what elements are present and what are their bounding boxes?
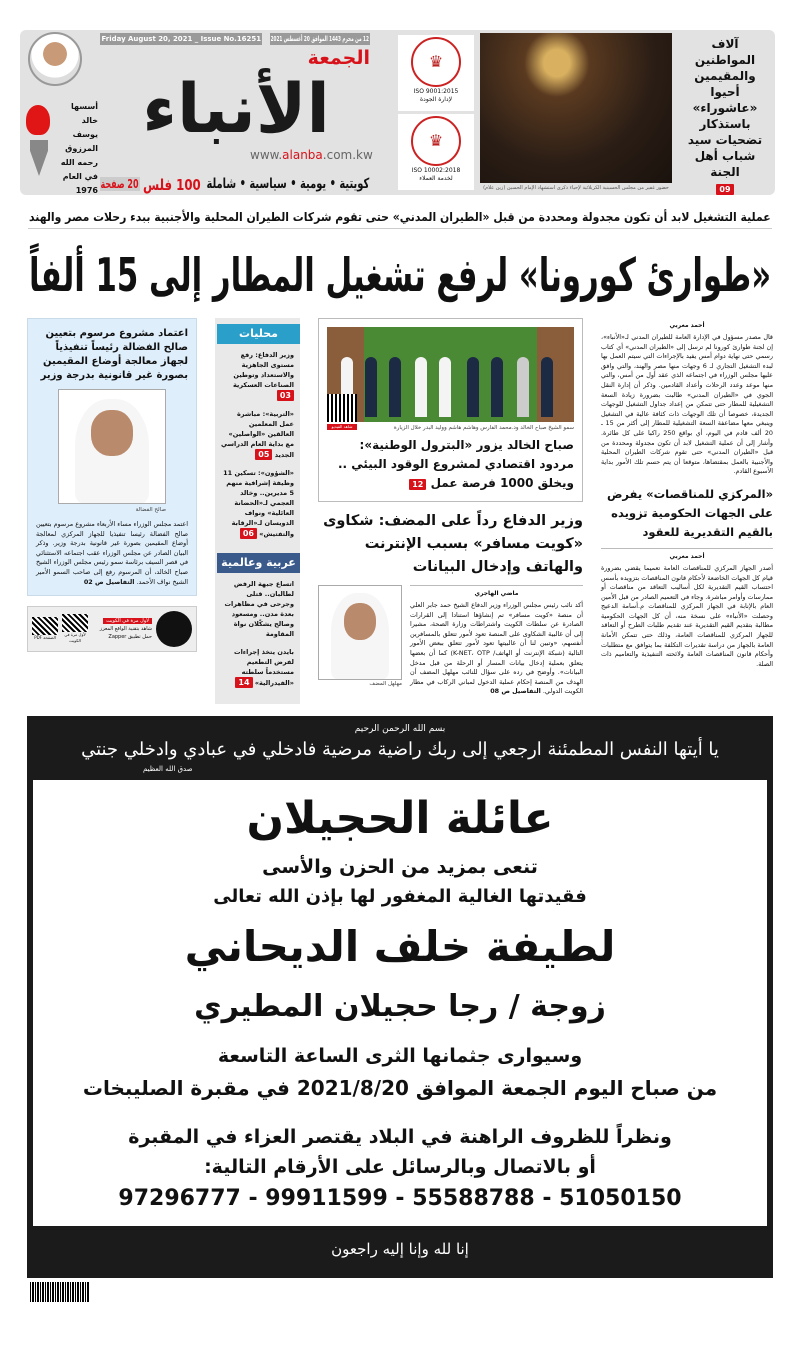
- index-text: «التربية»: مباشرة عمل المعلمين العالقين «الواصلين» مع بداية العام الدراسي الجديد: [221, 410, 294, 459]
- byline: أحمد مغربي: [669, 322, 705, 329]
- index-item[interactable]: [215, 350, 300, 401]
- dateline-en-text: Friday August 20, 2021 _ Issue No.16251: [101, 35, 261, 43]
- defense-text-column: [410, 585, 583, 697]
- iso-10002-seal: [398, 114, 474, 190]
- iso-label: لخدمة العملاء: [419, 175, 453, 182]
- price: [142, 176, 202, 194]
- condolence-line-text: أو بالاتصال وبالرسائل على الأرقام التالية:: [204, 1156, 596, 1178]
- day-name: الجمعة: [307, 47, 370, 69]
- kicker-text: عملية التشغيل لابد أن تكون مجدولة ومحددة من قبل «الطيران المدني» حتى تقوم شركات الطيران المحلية والأجنبية ببدء رحلات مصر والهند: [29, 210, 771, 224]
- section-world[interactable]: عربية وعالمية: [217, 553, 300, 573]
- index-text: بايدن يتخذ إجراءات لفرض التطعيم مستخدماً سلطته «الفيدرالية»: [234, 648, 294, 687]
- deceased-name-text: لطيفة خلف الديحاني: [184, 922, 616, 971]
- founder-line: أسسها: [70, 102, 98, 111]
- founder-line: المرزوق: [65, 144, 98, 153]
- qr-label: لأول مرة في الكويت: [64, 632, 86, 644]
- website-link[interactable]: [250, 148, 372, 162]
- index-item[interactable]: [215, 468, 300, 539]
- right-column: [601, 318, 773, 669]
- flame-icon: [26, 105, 50, 135]
- obit-line-text: تنعى بمزيد من الحزن والأسى: [262, 856, 538, 878]
- dateline-ar-text: 12 من محرم 1443 الموافق 20 أغسطس 2021: [270, 35, 370, 43]
- obit-line: [41, 852, 759, 882]
- knpc-headline[interactable]: [327, 436, 574, 493]
- index-item[interactable]: [215, 647, 300, 688]
- burial-line: [41, 1040, 759, 1072]
- tagline: [205, 176, 370, 192]
- founder-line: رحمه الله: [60, 158, 98, 167]
- section-locals[interactable]: محليات: [217, 324, 300, 344]
- crown-icon: ♛: [428, 131, 444, 150]
- iso-9001-seal: [398, 35, 474, 111]
- ad-badge: لأول مرة في الكويت: [103, 618, 152, 624]
- website-prefix: www.: [250, 148, 283, 162]
- obit-line: [41, 882, 759, 912]
- iso-standard: ISO 10002:2018: [411, 167, 461, 174]
- page-badge: 09: [716, 184, 733, 195]
- ashura-photo[interactable]: [480, 33, 672, 183]
- tenders-headline[interactable]: «المركزي للمناقصات» يفرض على الجهات الحكومية تزويده بالقيم التقديرية للعقود: [606, 486, 773, 539]
- phone-numbers-text: 97296777 - 99911599 - 55588788 - 51050150: [118, 1186, 682, 1211]
- lead-body: قال مصدر مسؤول في الإدارة العامة للطيران المدني لـ«الأنباء»، إن لجنة طوارئ كورونا لم ترسل إلى «الطيران المدني» أي كتاب رسمي حتى نهاية دوام أمس يفيد بالإجراءات التي سيتم العمل بها لبدء التشغيل التجاري لـ 6 وجهات منها مصر والهند، والتي وافق عليها مجلس الوزراء في اجتماعه الذي عقد أول من أمس، والتي منها موعد وعدد الرحلات وأعداد القادمين. وذكر أن إدارة النقل الجوي في «الطيران المدني» طالبت بضرورة زيادة السعة التشغيلية للمطار حتى تتمكن من إعداد جداول التشغيل للوجهات الجديدة، خصوصا أن تلك الوجهات ذات كثافة عالية في التشغيل وينبغي معها مضاعفة السعة التشغيلية للمطار إلى أكثر من 15 ـ 20 ألف قادم في اليوم، أي بواقع 250 راكبا على كل طائرة. وأشار إلى أن عملية التشغيل لابد أن تكون مجدولة ومحددة من قبل «الطيران المدني» حتى تقوم شركات الطيران المحلية والأجنبية بالعمل بمقتضاها، متوقعا أن يتم حسم تلك الأمور بداية الأسبوع القادم.: [601, 333, 774, 476]
- qr-code-app[interactable]: [62, 614, 88, 644]
- iso-label: لإدارة الجودة: [420, 96, 452, 103]
- news-columns: [27, 318, 773, 704]
- defense-body: [410, 601, 583, 697]
- deceased-name: [41, 912, 759, 982]
- website-domain: alanba: [282, 148, 323, 162]
- family-name: [41, 786, 759, 852]
- defense-headline[interactable]: وزير الدفاع رداً على المضف: شكاوى «كويت مسافر» بسبب الإنترنت والهاتف وإدخال البيانات: [323, 513, 583, 575]
- sadaq-allah: صدق الله العظيم: [143, 765, 193, 773]
- page-count: [100, 177, 140, 191]
- newspaper-logo[interactable]: الأنباء: [142, 70, 330, 149]
- spouse-name-text: زوجة / رجا حجيلان المطيري: [194, 989, 606, 1024]
- page-count-text: 20 صفحة: [100, 177, 140, 191]
- defense-story: [318, 585, 583, 697]
- page-badge: 03: [277, 390, 294, 401]
- condolence-line: [41, 1122, 759, 1152]
- teaser-text: آلاف المواطنين والمقيمين أحيوا «عاشوراء» باستذكار تضحيات سيد شباب أهل الجنة: [687, 37, 763, 179]
- basmala: بسم الله الرحمن الرحيم: [354, 724, 446, 734]
- page-badge: 06: [240, 528, 257, 539]
- photo-caption: مهلهل المضف: [369, 681, 402, 687]
- condolence-line-text: ونظراً للظروف الراهنة في البلاد يقتصر العزاء في المقبرة: [128, 1126, 672, 1148]
- ad-line: شاهد بتقنية الواقع المعزز: [99, 626, 152, 633]
- defense-photo-column: [318, 585, 402, 688]
- photo-caption: [480, 185, 672, 191]
- index-item[interactable]: [215, 409, 300, 460]
- center-column: [318, 318, 583, 697]
- photo-caption: صالح الفضالة: [135, 507, 166, 513]
- front-page-top: [0, 0, 800, 318]
- dateline-ar: [270, 33, 370, 45]
- price-text: 100 فلس: [143, 176, 201, 194]
- knpc-story-box: [318, 318, 583, 502]
- lead-headline-text: «طوارئ كورونا» لرفع تشغيل المطار إلى 15 ألفاً: [28, 248, 772, 302]
- fadhala-photo: [58, 389, 166, 504]
- photo-caption: سمو الشيخ صباح الخالد ود.محمد الفارس وهاشم هاشم ووليد البدر خلال الزيارة: [393, 425, 574, 431]
- iso-standard: ISO 9001:2015: [413, 88, 459, 95]
- obit-line-text: فقيدتها الغالية المغفور لها بإذن الله تعالى: [213, 886, 587, 907]
- tagline-text: كويتية • يومية • سياسية • شاملة: [206, 176, 369, 192]
- left-column: [27, 318, 197, 652]
- mudhaf-photo: [318, 585, 402, 680]
- burial-line: [41, 1072, 759, 1104]
- headline-text: صباح الخالد يزور «البترول الوطنية»: مردود اقتصادي لمشروع الوقود البيئي .. ويخلق 1000 فرصة عمل: [337, 438, 574, 490]
- obituary-panel: [33, 780, 767, 1226]
- zapper-ad[interactable]: [27, 606, 197, 652]
- zapper-logo-icon: [156, 611, 192, 647]
- body-text: اعتمد مجلس الوزراء مساء الأربعاء مشروع مرسوم بتعيين صالح الفضالة رئيسا تنفيذيا للجهاز المركزي لمعالجة أوضاع المقيمين بصورة غير قانونية بدرجة وزير. وذكر البيان الصادر عن مجلس الوزراء عقب اجتماعه الاستثنائي في قصر السيف برئاسة سمو رئيس مجلس الوزراء الشيخ صباح الخالد، أن المرسوم رفع إلى صاحب السمو الأمير الشيخ نواف الأحمد.: [36, 520, 188, 586]
- caption-text: حضور غفير من مجلس الحسينية الكربلائية لإحياء ذكرى استشهاد الإمام الحسين (زين علام): [483, 185, 669, 191]
- closing-verse: إنا لله وإنا إليه راجعون: [331, 1240, 469, 1258]
- details-link[interactable]: التفاصيل ص 08: [490, 687, 541, 696]
- qr-label: الصفحة PDF: [34, 635, 56, 641]
- byline: أحمد مغربي: [601, 548, 773, 564]
- quran-verse: [33, 736, 767, 764]
- spouse-name: [41, 982, 759, 1032]
- index-text: «الشؤون»: تسكين 11 وظيفة إشرافية منهم 5 مديرين.. وخالد العجمي لـ«الحضانة العائلية» ونواف الدويسان لـ«الرقابة والتفتيش»: [223, 469, 294, 538]
- details-link[interactable]: التفاصيل ص 02: [83, 577, 135, 586]
- burial-line-text: وسيوارى جثمانها الثرى الساعة التاسعة: [217, 1045, 583, 1067]
- page-badge: 12: [409, 479, 426, 490]
- sidebar-index: [215, 318, 300, 704]
- barcode: [30, 1282, 90, 1302]
- family-name-text: عائلة الحجيلان: [246, 793, 554, 844]
- burial-line-text: من صباح اليوم الجمعة الموافق 2021/8/20 في مقبرة الصليبخات: [82, 1076, 718, 1100]
- index-text: وزير الدفاع: رفع مستوى الجاهزية والاستعداد وتوطين الصناعات العسكرية: [232, 351, 294, 389]
- verse-text: يا أيتها النفس المطمئنة ارجعي إلى ربك راضية مرضية فادخلي في عبادي وادخلي جنتي: [81, 739, 719, 760]
- qr-code-pdf[interactable]: [32, 617, 58, 641]
- ad-line: حمل تطبيق Zapper: [108, 634, 152, 641]
- obituary-ad: [27, 716, 773, 1278]
- founder-line: 1976: [75, 186, 98, 195]
- lead-kicker: [28, 210, 772, 229]
- tenders-body: أصدر الجهاز المركزي للمناقصات العامة تعميما يقضي بضرورة قيام كل الجهات الخاضعة لأحكام قانون المناقصات بتزويده بأسس احتساب القيم التقديرية لكل أساليب التعاقد من مناقصات أو ممارسات وأوامر مباشرة. وجاء في التعميم الصادر من قبل الأمين العام بالإنابة في الجهاز المركزي للمناقصات م.أسامة الدعيج وحصلت «الأنباء» على نسخة منه، أن كل الجهات الحكومية مطالبة بتقديم القيم التقديرية عند تقديم طلبات الطرح أو التعاقد للجهاز المركزي للمناقصات العامة، وذلك حتى تتمكن الأمانة العامة بالجهاز من دراسة تقديرات التكلفة بما يتوافق مع متطلبات وأحكام قانون المناقصات العامة ولائحته التنفيذية والتعاميم ذات الصلة.: [601, 563, 773, 668]
- phone-numbers: [41, 1182, 759, 1216]
- byline: ماضي الهاجري: [410, 585, 583, 601]
- ad-text: [92, 617, 152, 641]
- caption-row: [327, 424, 574, 432]
- founder-note: [54, 100, 98, 198]
- dateline-en: [100, 33, 262, 45]
- crown-icon: ♛: [428, 52, 444, 71]
- video-qr-code[interactable]: [327, 394, 357, 422]
- left-story-headline[interactable]: اعتماد مشروع مرسوم بتعيين صالح الفضالة رئيساً تنفيذياً لجهاز معالجة أوضاع المقيمين بصورة غير قانونية بدرجة وزير: [40, 328, 188, 381]
- left-story-body: [36, 520, 188, 587]
- condolence-line: [41, 1152, 759, 1182]
- index-text: اتساع جبهة الرفض لطالبان.. قتلى وجرحى في مظاهرات بعدة مدن.. ومسعود وصالح يشكّلان نواة المقاومة: [224, 580, 294, 638]
- page-badge: 14: [235, 677, 252, 688]
- website-suffix: .com.kw: [322, 148, 373, 162]
- founder-line: في العام: [62, 172, 98, 181]
- lead-headline[interactable]: [28, 240, 772, 310]
- obituary-top-band: [33, 720, 767, 780]
- founder-portrait: [28, 32, 82, 86]
- page-badge: 05: [255, 449, 272, 460]
- knpc-visit-photo[interactable]: [327, 327, 574, 422]
- index-item[interactable]: [215, 579, 300, 639]
- ashura-teaser[interactable]: [680, 36, 770, 196]
- body-text: أكد نائب رئيس مجلس الوزراء وزير الدفاع الشيخ حمد جابر العلي أن منصة «كويت مسافر» تم إنشاؤها استنادا إلى القرارات الصادرة عن سلطات الكويت واشتراطات وزارة الصحة، مشيرا إلى أن غالبية الشكاوى على المنصة تعود لأمور تتعلق بالمسافرين أنفسهم، «وتبين لنا أن غالبيتها تعود لأمور تتعلق ببعض الأمور التالية (شبكة الإنترنت أو الهاتف/ K-NET، OTP) كما أن بعضها يتعلق بعملية إدخال بيانات المسار أو الرحلة من قبل مدخل البيانات». وأوضح في رده على سؤال للنائب مهلهل المضف أن الهدف من المنصة إحكام عملية الدخول لمباني الركاب في مطار الكويت الدولي.: [410, 601, 583, 696]
- left-story-box: [27, 318, 197, 596]
- founder-line: خالد يوسف: [72, 116, 98, 139]
- watch-video-label[interactable]: شاهد الفيديو: [327, 424, 357, 430]
